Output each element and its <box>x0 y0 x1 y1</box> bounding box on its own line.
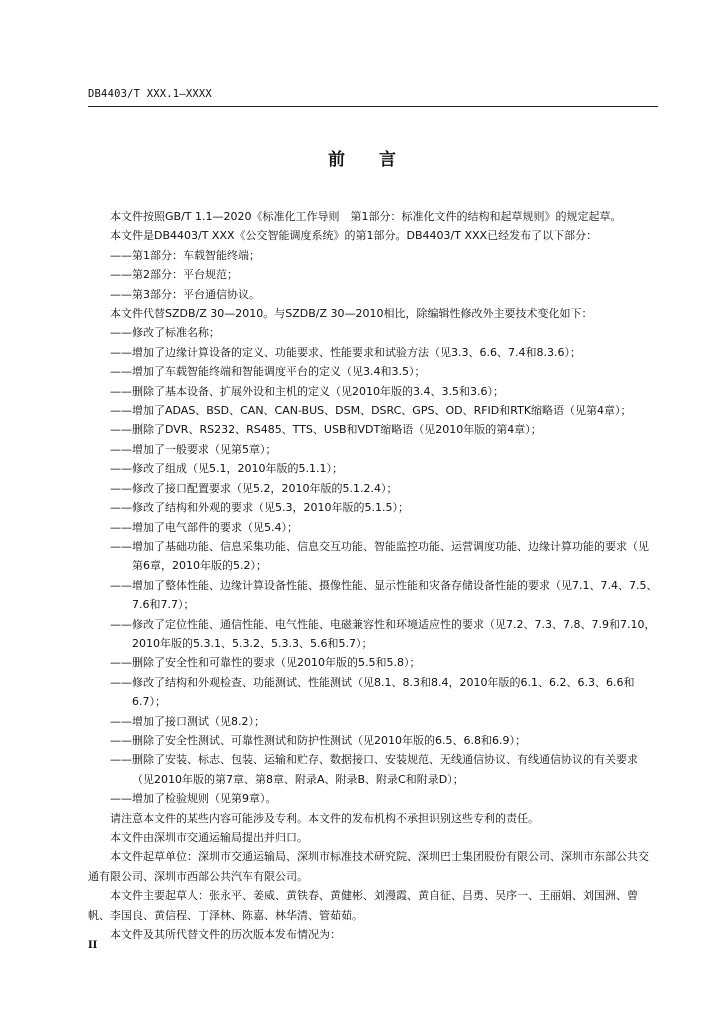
header-divider <box>88 106 658 107</box>
paragraph: 本文件代替SZDB/Z 30—2010。与SZDB/Z 30—2010相比，除编辑性修改外主要技术变化如下： <box>110 307 593 321</box>
list-item: ——增加了车载智能终端和智能调度平台的定义（见3.4和3.5）； <box>110 365 426 379</box>
list-item: ——删除了DVR、RS232、RS485、TTS、USB和VDT缩略语（见2010年版的第4章）； <box>110 423 542 437</box>
foreword-body <box>88 207 658 944</box>
list-item: ——修改了标准名称； <box>110 326 220 340</box>
list-item: ——第3部分：平台通信协议。 <box>110 287 260 301</box>
list-item: ——修改了结构和外观的要求（见5.3，2010年版的5.1.5）； <box>110 501 409 515</box>
page-number: II <box>88 940 98 951</box>
list-item: ——增加了基础功能、信息采集功能、信息交互功能、智能监控功能、运营调度功能、边缘计算功能的要求（见第6章，2010年版的5.2）； <box>110 539 649 573</box>
list-item: ——修改了接口配置要求（见5.2，2010年版的5.1.2.4）； <box>110 481 398 495</box>
list-item: ——删除了基本设备、扩展外设和主机的定义（见2010年版的3.4、3.5和3.6）； <box>110 384 504 398</box>
list-item: ——修改了结构和外观检查、功能测试、性能测试（见8.1、8.3和8.4，2010年版的6.1、6.2、6.3、6.6和6.7）； <box>110 675 635 709</box>
paragraph: 本文件及其所代替文件的历次版本发布情况为： <box>110 928 341 942</box>
document-code: DB4403/T XXX.1—XXXX <box>88 88 212 100</box>
list-item: ——第2部分：平台规范； <box>110 268 238 282</box>
paragraph: 本文件是DB4403/T XXX《公交智能调度系统》的第1部分。DB4403/T XXX已经发布了以下部分： <box>110 229 598 243</box>
list-item: ——增加了电气部件的要求（见5.4）； <box>110 520 298 534</box>
list-item: ——删除了安全性和可靠性的要求（见2010年版的5.5和5.8）； <box>110 656 421 670</box>
paragraph: 请注意本文件的某些内容可能涉及专利。本文件的发布机构不承担识别这些专利的责任。 <box>110 811 539 825</box>
list-item: ——增加了整体性能、边缘计算设备性能、摄像性能、显示性能和灾备存储设备性能的要求（见7.1、7.4、7.5、7.6和7.7）； <box>110 578 658 612</box>
list-item: ——修改了定位性能、通信性能、电气性能、电磁兼容性和环境适应性的要求（见7.2、7.3、7.8、7.9和7.10，2010年版的5.3.1、5.3.2、5.3.3、5.6和5.7）； <box>110 617 656 650</box>
list-item: ——增加了一般要求（见第5章）； <box>110 442 277 456</box>
list-item: ——增加了检验规则（见第9章）。 <box>110 792 277 806</box>
paragraph: 本文件按照GB/T 1.1—2020《标准化工作导则 第1部分：标准化文件的结构和起草规则》的规定起草。 <box>110 210 622 223</box>
list-item: ——增加了ADAS、BSD、CAN、CAN-BUS、DSM、DSRC、GPS、OD、RFID和RTK缩略语（见第4章）； <box>110 404 632 418</box>
list-item: ——第1部分：车载智能终端； <box>110 248 260 262</box>
paragraph: 本文件由深圳市交通运输局提出并归口。 <box>110 831 308 844</box>
list-item: ——删除了安全性测试、可靠性测试和防护性测试（见2010年版的6.5、6.8和6.9）； <box>110 733 526 747</box>
list-item: ——删除了安装、标志、包装、运输和贮存、数据接口、安装规范、无线通信协议、有线通信协议的有关要求（见2010年版的第7章、第8章、附录A、附录B、附录C和附录D）； <box>110 753 638 786</box>
list-item: ——增加了接口测试（见8.2）； <box>110 714 265 728</box>
paragraph: 本文件主要起草人：张永平、姜威、黄铁春、黄健彬、刘漫霞、黄自征、吕勇、吴序一、王丽娟、刘国洲、曾帆、李国良、黄信程、丁泽林、陈嘉、林华清、管茹茹。 <box>88 889 638 922</box>
paragraph: 本文件起草单位：深圳市交通运输局、深圳市标准技术研究院、深圳巴士集团股份有限公司、深圳市东部公共交通有限公司、深圳市西部公共汽车有限公司。 <box>88 850 649 883</box>
list-item: ——增加了边缘计算设备的定义、功能要求、性能要求和试验方法（见3.3、6.6、7.4和8.3.6）； <box>110 345 581 359</box>
list-item: ——修改了组成（见5.1，2010年版的5.1.1）； <box>110 462 343 476</box>
page-title: 前 言 <box>328 150 410 170</box>
